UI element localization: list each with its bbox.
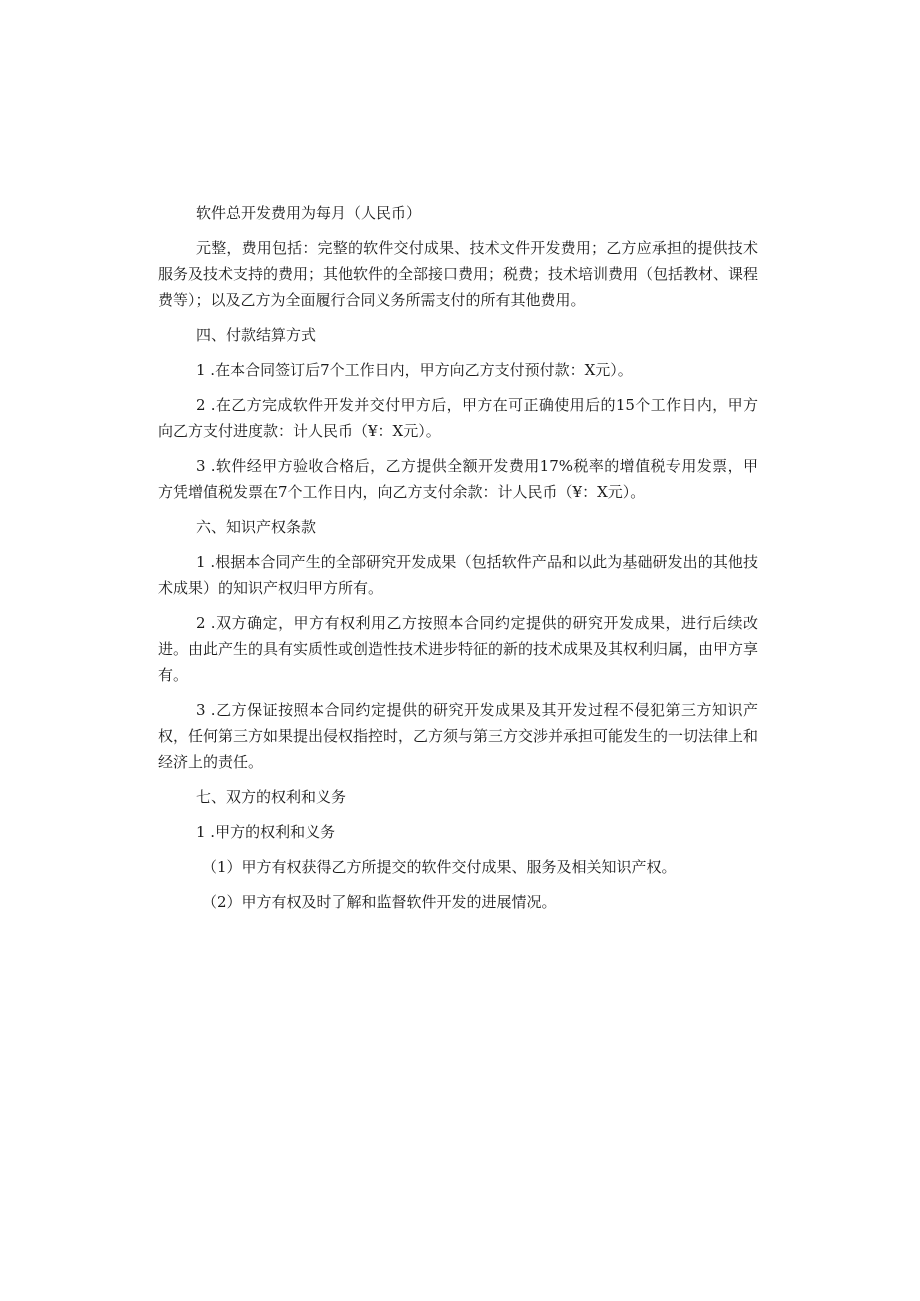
document-body (158, 200, 758, 924)
ip-clause-3: 3 .乙方保证按照本合同约定提供的研究开发成果及其开发过程不侵犯第三方知识产权，任何第三方如果提出侵权指控时，乙方须与第三方交涉并承担可能发生的一切法律上和经济上的责任。 (158, 701, 759, 771)
payment-clause-2: 2 .在乙方完成软件开发并交付甲方后，甲方在可正确使用后的15个工作日内，甲方向乙方支付进度款：计人民币（¥：X元）。 (158, 396, 758, 440)
section-heading-payment: 四、付款结算方式 (196, 326, 317, 344)
ip-clause-2: 2 .双方确定，甲方有权利用乙方按照本合同约定提供的研究开发成果，进行后续改进。由此产生的具有实质性或创造性技术进步特征的新的技术成果及其权利归属，由甲方享有。 (158, 614, 759, 684)
rights-item-2: （2）甲方有权及时了解和监督软件开发的进展情况。 (202, 893, 557, 911)
payment-clause-1: 1 .在本合同签订后7个工作日内，甲方向乙方支付预付款：X元）。 (196, 361, 633, 379)
rights-subheading-party-a: 1 .甲方的权利和义务 (196, 823, 336, 841)
payment-clause-3: 3 .软件经甲方验收合格后，乙方提供全额开发费用17%税率的增值税专用发票，甲方凭增值税发票在7个工作日内，向乙方支付余款：计人民币（¥：X元）。 (158, 457, 758, 501)
ip-clause-1: 1 .根据本合同产生的全部研究开发成果（包括软件产品和以此为基础研发出的其他技术成果）的知识产权归甲方所有。 (158, 553, 758, 597)
section-heading-ip: 六、知识产权条款 (196, 518, 317, 536)
fee-details-paragraph: 元整，费用包括：完整的软件交付成果、技术文件开发费用；乙方应承担的提供技术服务及技术支持的费用；其他软件的全部接口费用；税费；技术培训费用（包括教材、课程费等）；以及乙方为全面履行合同义务所需支付的所有其他费用。 (158, 239, 759, 309)
fee-intro-line: 软件总开发费用为每月（人民币） (196, 204, 422, 222)
section-heading-rights: 七、双方的权利和义务 (196, 788, 347, 806)
rights-item-1: （1）甲方有权获得乙方所提交的软件交付成果、服务及相关知识产权。 (202, 858, 677, 876)
